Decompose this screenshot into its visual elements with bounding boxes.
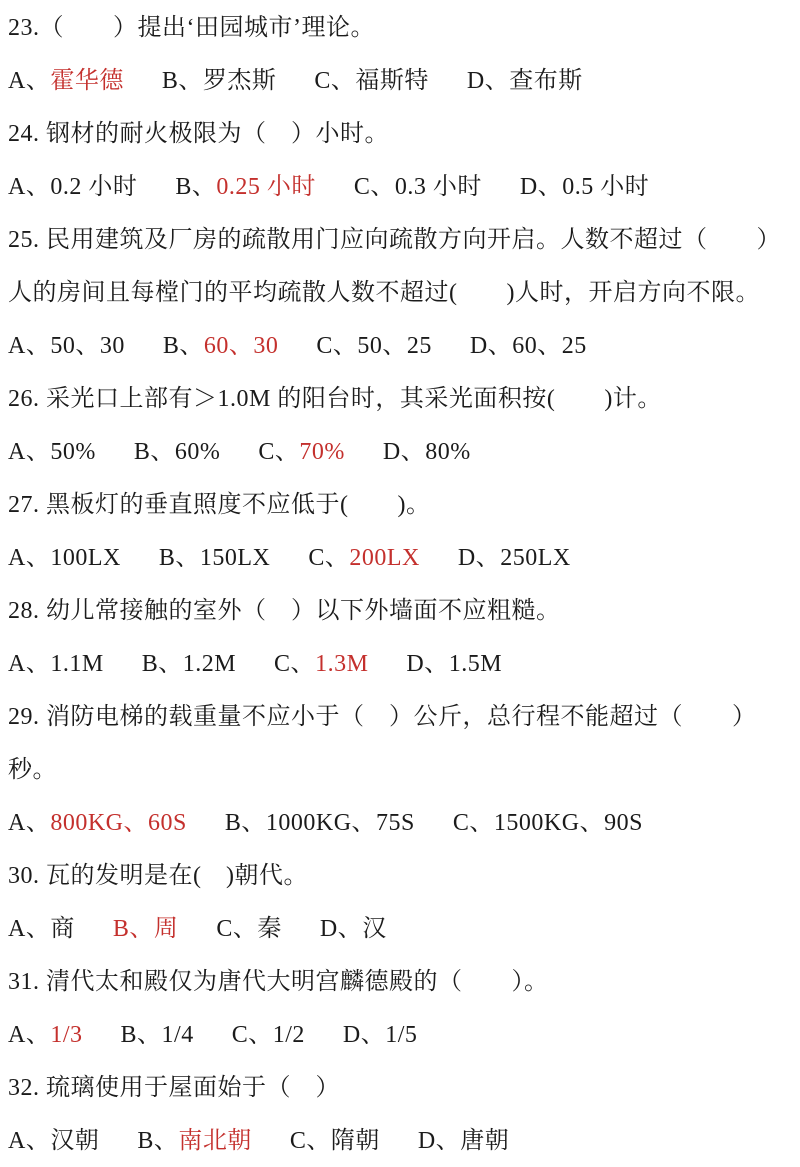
option-label: A、: [8, 174, 51, 200]
option-label: D、: [417, 1128, 461, 1154]
option-text: 80%: [425, 439, 471, 465]
option-text: 0.3 小时: [394, 174, 482, 200]
option-label: C、: [314, 68, 356, 94]
option-text: 50、25: [357, 333, 432, 359]
question-block: [8, 479, 800, 585]
option-text: 1.2M: [182, 651, 237, 677]
option-text-correct-answer: 周: [153, 916, 179, 942]
question-stem-line: 24. 钢材的耐火极限为（ ）小时。: [8, 121, 389, 147]
option-label: C、: [231, 1022, 273, 1048]
option-text: 汉朝: [50, 1128, 100, 1154]
option-label: B、: [175, 174, 217, 200]
option: [113, 903, 179, 956]
option-label: A、: [8, 545, 51, 571]
option-label: B、: [161, 68, 203, 94]
option: [8, 532, 121, 585]
option-label: B、: [137, 1128, 179, 1154]
option-text: 0.2 小时: [50, 174, 138, 200]
question-block: [8, 956, 800, 1062]
options-row: [8, 320, 800, 373]
option-label: C、: [353, 174, 395, 200]
option: [354, 161, 482, 214]
option-text-correct-answer: 60、30: [203, 333, 279, 359]
question-block: [8, 691, 800, 850]
option: [137, 1115, 252, 1167]
question-stem-line: 27. 黑板灯的垂直照度不应低于( )。: [8, 492, 431, 518]
option-label: D、: [466, 68, 510, 94]
question-stem-line: 26. 采光口上部有＞1.0M 的阳台时，其采光面积按( )计。: [8, 386, 662, 412]
question-stem-line: 28. 幼儿常接触的室外（ ）以下外墙面不应粗糙。: [8, 598, 561, 624]
option: [453, 797, 643, 850]
option-text: 60%: [174, 439, 221, 465]
option-label: C、: [216, 916, 258, 942]
option-label: D、: [469, 333, 513, 359]
option-label: A、: [8, 1128, 51, 1154]
option-label: B、: [133, 439, 175, 465]
option-label: D、: [319, 916, 363, 942]
option-label: C、: [316, 333, 358, 359]
question-stem-line: 25. 民用建筑及厂房的疏散用门应向疏散方向开启。人数不超过（ ）: [8, 227, 781, 253]
question-block: [8, 585, 800, 691]
option: [142, 638, 236, 691]
options-row: [8, 1115, 800, 1167]
option: [8, 797, 187, 850]
option-text: 1/5: [385, 1022, 418, 1048]
question-stem-line: 31. 清代太和殿仅为唐代大明宫麟德殿的（ ）。: [8, 969, 549, 995]
option: [314, 55, 429, 108]
option-text: 60、25: [512, 333, 587, 359]
option-text: 1/2: [272, 1022, 305, 1048]
option: [121, 1009, 194, 1062]
option-text: 汉: [362, 916, 387, 942]
option: [8, 55, 124, 108]
option-text-correct-answer: 1/3: [50, 1022, 83, 1048]
option: [8, 638, 104, 691]
option-label: C、: [258, 439, 300, 465]
option-label: A、: [8, 916, 51, 942]
question-stem-line: 23.（ ）提出‘田园城市’理论。: [8, 15, 375, 41]
option-label: C、: [452, 810, 494, 836]
option-text: 秦: [257, 916, 282, 942]
option-text-correct-answer: 200LX: [349, 545, 420, 571]
option: [8, 161, 137, 214]
option-text: 0.5 小时: [562, 174, 650, 200]
option: [8, 320, 125, 373]
question-stem-line: 30. 瓦的发明是在( )朝代。: [8, 863, 308, 889]
question-stem-line: 秒。: [8, 757, 57, 783]
question-stem-line: 人的房间且每樘门的平均疏散人数不超过( )人时，开启方向不限。: [8, 280, 760, 306]
option-label: C、: [308, 545, 350, 571]
question-block: [8, 850, 800, 956]
option: [274, 638, 368, 691]
option-text-correct-answer: 南北朝: [178, 1128, 252, 1154]
question-block: [8, 108, 800, 214]
option-label: A、: [8, 810, 51, 836]
option-text: 1.1M: [50, 651, 104, 677]
question-block: [8, 373, 800, 479]
option-text-correct-answer: 1.3M: [315, 651, 369, 677]
option: [418, 1115, 509, 1167]
option-text: 250LX: [500, 545, 571, 571]
option-label: D、: [342, 1022, 386, 1048]
option: [232, 1009, 305, 1062]
option-text-correct-answer: 0.25 小时: [216, 174, 316, 200]
option-label: B、: [158, 545, 200, 571]
option-label: B、: [112, 916, 154, 942]
options-row: [8, 903, 800, 956]
options-row: [8, 426, 800, 479]
option: [290, 1115, 380, 1167]
option-label: D、: [382, 439, 426, 465]
option: [163, 320, 279, 373]
options-row: [8, 161, 800, 214]
option: [343, 1009, 418, 1062]
option-text: 1.5M: [448, 651, 503, 677]
question-list: [8, 2, 800, 1167]
option-text: 50%: [50, 439, 96, 465]
option: [308, 532, 420, 585]
question-block: [8, 214, 800, 373]
option: [8, 426, 96, 479]
option-label: B、: [162, 333, 204, 359]
option: [320, 903, 387, 956]
question-stem-line: 32. 琉璃使用于屋面始于（ ）: [8, 1075, 340, 1101]
option-label: C、: [274, 651, 316, 677]
option: [175, 161, 316, 214]
options-row: [8, 797, 800, 850]
question-block: [8, 2, 800, 108]
option: [134, 426, 221, 479]
options-row: [8, 532, 800, 585]
option: [316, 320, 432, 373]
option-text: 150LX: [199, 545, 271, 571]
option-label: A、: [8, 68, 51, 94]
option-label: A、: [8, 651, 51, 677]
option-text: 隋朝: [330, 1128, 380, 1154]
option: [467, 55, 583, 108]
option-text: 1500KG、90S: [493, 810, 643, 836]
option-label: A、: [8, 333, 51, 359]
option: [8, 903, 75, 956]
option: [406, 638, 502, 691]
option-label: D、: [406, 651, 449, 677]
option-label: B、: [120, 1022, 162, 1048]
question-block: [8, 1062, 800, 1167]
option-label: D、: [457, 545, 501, 571]
option-text-correct-answer: 霍华德: [50, 68, 124, 94]
option-text-correct-answer: 70%: [299, 439, 345, 465]
option: [8, 1009, 83, 1062]
option-text: 100LX: [50, 545, 121, 571]
option: [520, 161, 649, 214]
option: [225, 797, 415, 850]
option: [470, 320, 587, 373]
option-text: 罗杰斯: [202, 68, 277, 94]
option-label: D、: [519, 174, 563, 200]
question-stem-line: 29. 消防电梯的载重量不应小于（ ）公斤，总行程不能超过（ ）: [8, 704, 757, 730]
option-text: 1000KG、75S: [265, 810, 415, 836]
option-text: 查布斯: [509, 68, 583, 94]
option: [383, 426, 471, 479]
options-row: [8, 1009, 800, 1062]
option: [8, 1115, 99, 1167]
option: [458, 532, 571, 585]
option: [216, 903, 282, 956]
option-label: B、: [224, 810, 266, 836]
option-text: 商: [50, 916, 75, 942]
option-label: C、: [289, 1128, 331, 1154]
option-label: B、: [141, 651, 183, 677]
option: [159, 532, 271, 585]
option-text: 1/4: [161, 1022, 194, 1048]
options-row: [8, 55, 800, 108]
option-text-correct-answer: 800KG、60S: [50, 810, 187, 836]
option: [258, 426, 345, 479]
option: [162, 55, 277, 108]
option-label: A、: [8, 439, 51, 465]
option-text: 福斯特: [355, 68, 429, 94]
option-text: 50、30: [50, 333, 125, 359]
option-text: 唐朝: [460, 1128, 510, 1154]
option-label: A、: [8, 1022, 51, 1048]
options-row: [8, 638, 800, 691]
